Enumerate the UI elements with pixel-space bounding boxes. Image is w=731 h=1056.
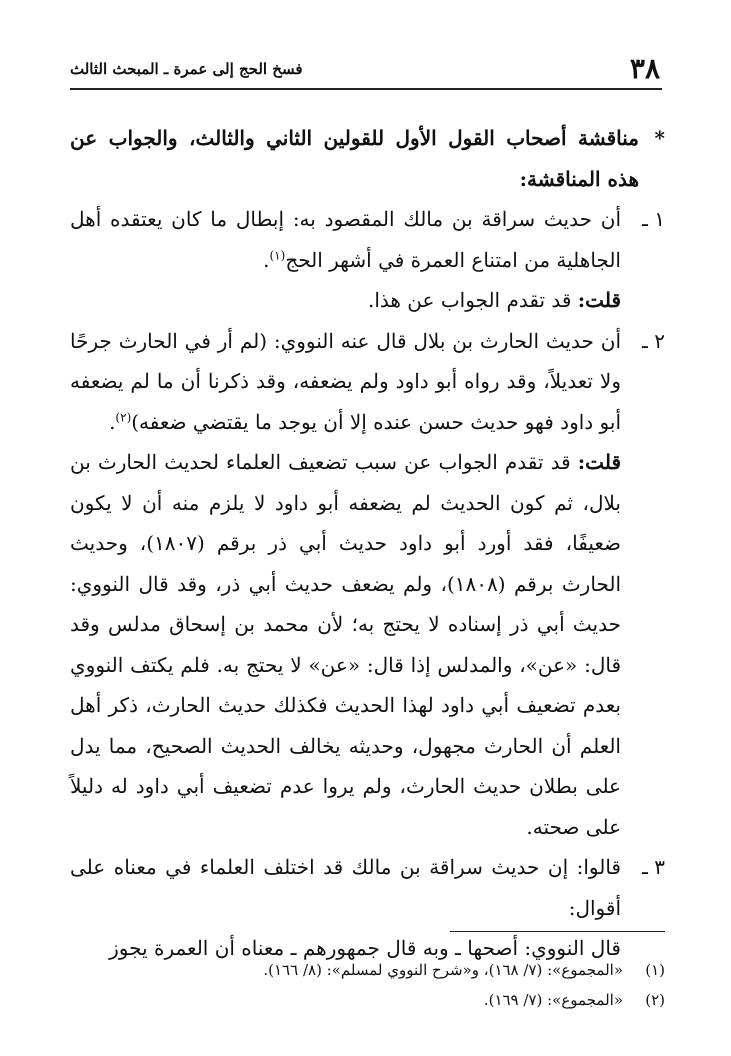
heading-text: مناقشة أصحاب القول الأول للقولين الثاني والثالث، والجواب عن هذه المناقشة: [70,126,639,191]
footnote-1 [70,955,665,985]
item-number: ١ ـ [642,207,665,231]
item-text: قالوا: إن حديث سراقة بن مالك قد اختلف العلماء في معناه على أقوال: [70,855,621,920]
reply [70,280,665,321]
footnote-ref: (١) [269,247,286,262]
heading-marker: * [654,126,665,150]
main-text [70,118,665,969]
footnote-number: (٢) [645,991,665,1009]
item-text: أن حديث سراقة بن مالك المقصود به: إبطال ما كان يعتقده أهل الجاهلية من امتناع العمرة في أشهر الحج [70,207,621,272]
item-number: ٣ ـ [642,855,665,879]
reply-text: قد تقدم الجواب عن سبب تضعيف العلماء لحديث الحارث بن بلال، ثم كون الحديث لم يضعفه أبو داود لا يلزم منه أن لا يكون ضعيفًا، فقد أورد أبو داود حديث أبي ذر برقم (١٨٠٧)، وحديث الحارث برقم (١٨٠٨)، ولم يضعف حديث أبي ذر، وقد قال النووي: حديث أبي ذر إسناده لا يحتج به؛ لأن محمد بن إسحاق مدلس وقد قال: «عن»، والمدلس إذا قال: «عن» لا يحتج به. فلم يكتف النووي بعدم تضعيف أبي داود لهذا الحديث فكذلك حديث الحارث، ذكر أهل العلم أن الحارث مجهول، وحديثه يخالف الحديث الصحيح، مما يدل على بطلان حديث الحارث، ولم يروا عدم تضعيف أبي داود له دليلاً على صحته. [70,450,622,839]
item-text-after: . [263,247,270,272]
footnotes [70,955,665,1015]
page-number: ٣٨ [629,52,660,85]
reply [70,442,665,847]
footnote-ref: (٢) [115,409,132,424]
list-item-1 [70,199,665,280]
header-rule [70,88,662,90]
continuation-text: قال النووي: أصحها ـ وبه قال جمهورهم ـ معناه أن العمرة يجوز [109,936,621,960]
footnote-2 [70,985,665,1015]
list-item-3 [70,847,665,928]
list-item-2 [70,321,665,443]
footnote-rule [450,931,665,932]
footnote-number: (١) [645,961,665,979]
reply-label: قلت: [577,288,621,312]
item-text: أن حديث الحارث بن بلال قال عنه النووي: (لم أر في الحارث جرحًا ولا تعديلاً، وقد رواه أبو داود ولم يضعفه، وقد ذكرنا أن ما لم يضعفه أبو داود فهو حديث حسن عنده إلا أن يوجد ما يقتضي ضعفه) [70,328,621,434]
section-heading [70,118,665,199]
footnote-text: «المجموع»: (٧/ ١٦٩). [483,991,623,1009]
reply-text: قد تقدم الجواب عن هذا. [367,288,572,312]
reply-label: قلت: [577,450,621,474]
footnote-text: «المجموع»: (٧/ ١٦٨)، و«شرح النووي لمسلم»: (٨/ ١٦٦). [263,961,623,979]
page-header [70,52,660,86]
running-title: فسخ الحج إلى عمرة ـ المبحث الثالث [70,60,303,78]
item-number: ٢ ـ [642,328,665,353]
item-text-after: . [109,409,116,434]
